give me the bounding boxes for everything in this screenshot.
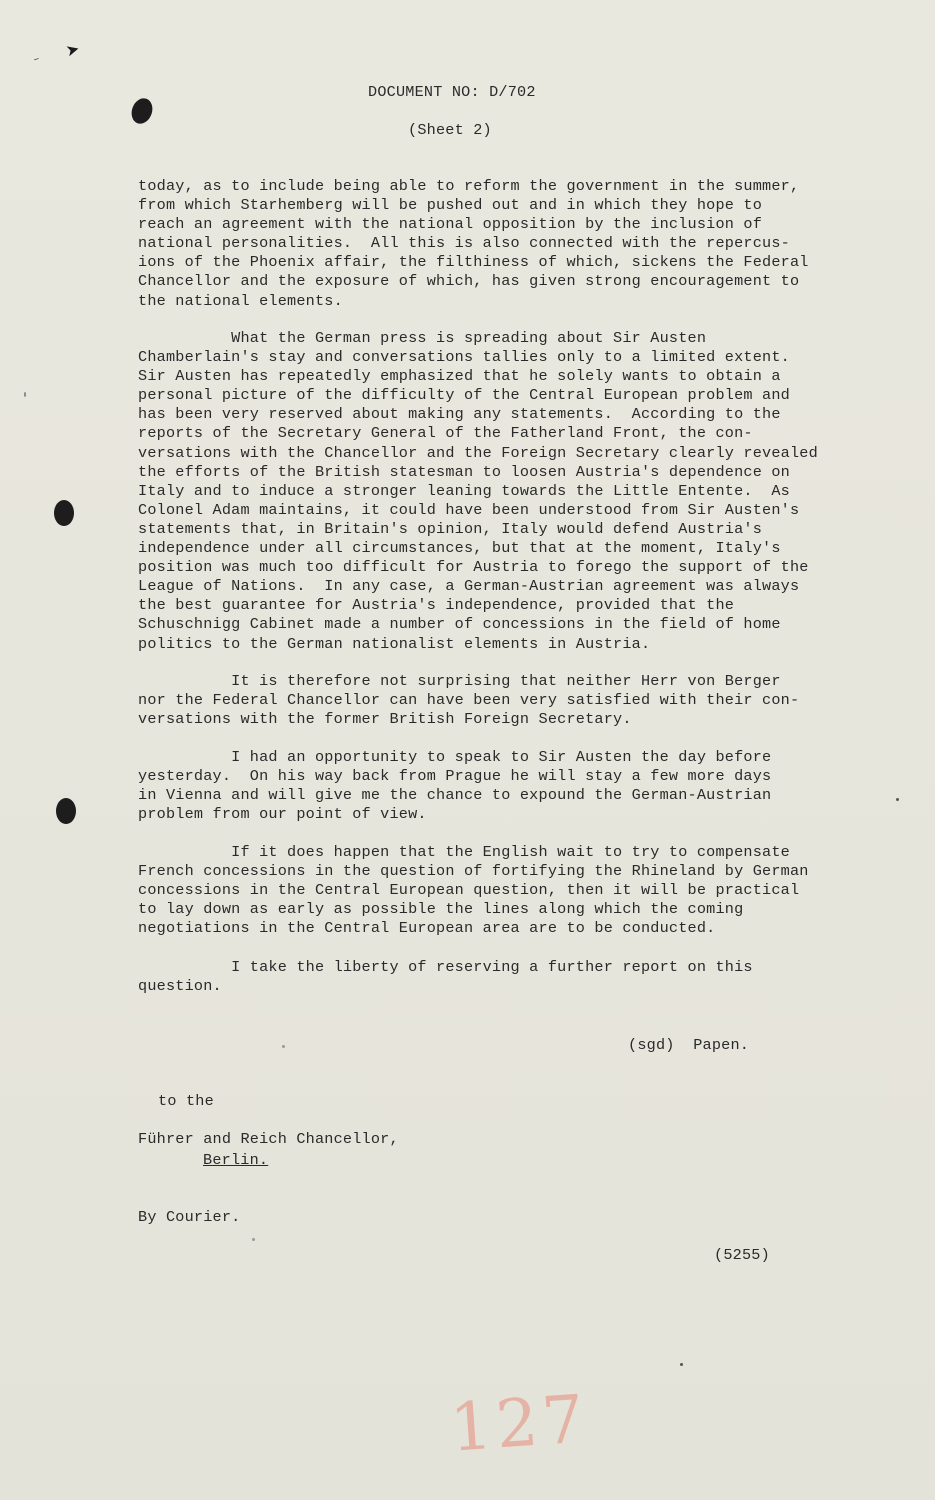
body-paragraph-5 [138,843,858,938]
punch-hole-lower [56,798,76,824]
text-line: independence under all circumstances, but that at the moment, Italy's [138,539,781,558]
text-line: today, as to include being able to reform the government in the summer, [138,177,800,195]
text-line: versations with the former British Foreign Secretary. [138,710,632,729]
text-line: Schuschnigg Cabinet made a number of concessions in the field of home [138,615,781,634]
signature: (sgd) Papen. [628,1036,750,1054]
text-line: problem from our point of view. [138,805,427,824]
text-line: the efforts of the British statesman to loosen Austria's dependence on [138,462,790,481]
text-line: question. [138,977,222,996]
text-line: I had an opportunity to speak to Sir Austen the day before [138,748,772,766]
text-line: in Vienna and will give me the chance to expound the German-Austrian [138,786,772,805]
text-line: from which Starhemberg will be pushed out and in which they hope to [138,196,763,215]
text-line: national personalities. All this is also connected with the repercus- [138,234,790,253]
speck [680,1363,683,1366]
document-number: DOCUMENT NO: D/702 [368,83,536,101]
address-city: Berlin. [203,1151,269,1169]
text-line: statements that, in Britain's opinion, Italy would defend Austria's [138,519,763,538]
text-line: It is therefore not surprising that neither Herr von Berger [138,672,781,690]
body-paragraph-2 [138,329,858,654]
text-line: Sir Austen has repeatedly emphasized that he solely wants to obtain a [138,367,781,386]
text-line: reports of the Secretary General of the Fatherland Front, the con- [138,424,753,443]
text-line: to lay down as early as possible the lines along which the coming [138,900,744,919]
text-line: Chancellor and the exposure of which, has given strong encouragement to [138,272,800,291]
address-recipient: Führer and Reich Chancellor, [138,1130,399,1148]
reference-number: (5255) [714,1246,770,1264]
body-paragraph-1 [138,177,858,311]
text-line: nor the Federal Chancellor can have been very satisfied with their con- [138,691,800,710]
text-line: position was much too difficult for Austria to forego the support of the [138,558,809,577]
text-line: the best guarantee for Austria's independence, provided that the [138,596,735,615]
sheet-label: (Sheet 2) [408,121,492,139]
body-paragraph-4 [138,748,858,824]
text-line: ions of the Phoenix affair, the filthiness of which, sickens the Federal [138,253,809,272]
speck [282,1045,285,1048]
punch-hole-top [128,95,156,126]
delivery-method: By Courier. [138,1208,241,1226]
text-line: reach an agreement with the national opposition by the inclusion of [138,215,763,234]
text-line: the national elements. [138,291,343,310]
text-line: Colonel Adam maintains, it could have been understood from Sir Austen's [138,500,800,519]
text-line: negotiations in the Central European area are to be conducted. [138,919,716,938]
body-paragraph-3 [138,672,858,729]
text-line: League of Nations. In any case, a German-Austrian agreement was always [138,577,800,596]
text-line: versations with the Chancellor and the Foreign Secretary clearly revealed [138,443,818,462]
pen-mark-arrow-icon: ➤ [64,40,82,61]
punch-hole-middle [54,500,74,526]
pen-mark-dash-icon: ⁻ [31,53,43,69]
body-paragraph-6 [138,958,858,996]
speck [896,798,899,801]
text-line: Italy and to induce a stronger leaning towards the Little Entente. As [138,481,790,500]
text-line: has been very reserved about making any statements. According to the [138,405,781,424]
text-line: I take the liberty of reserving a further report on this [138,958,753,976]
text-line: yesterday. On his way back from Prague he will stay a few more days [138,767,772,786]
speck [252,1238,255,1241]
speck [24,392,26,397]
handwritten-page-number: 127 [447,1380,591,1467]
text-line: personal picture of the difficulty of the Central European problem and [138,386,790,405]
text-line: If it does happen that the English wait to try to compensate [138,843,790,861]
text-line: concessions in the Central European question, then it will be practical [138,881,800,900]
address-to: to the [158,1092,214,1110]
text-line: What the German press is spreading about Sir Austen [138,329,707,347]
text-line: politics to the German nationalist elements in Austria. [138,634,651,653]
text-line: French concessions in the question of fortifying the Rhineland by German [138,862,809,881]
text-line: Chamberlain's stay and conversations tallies only to a limited extent. [138,348,790,367]
